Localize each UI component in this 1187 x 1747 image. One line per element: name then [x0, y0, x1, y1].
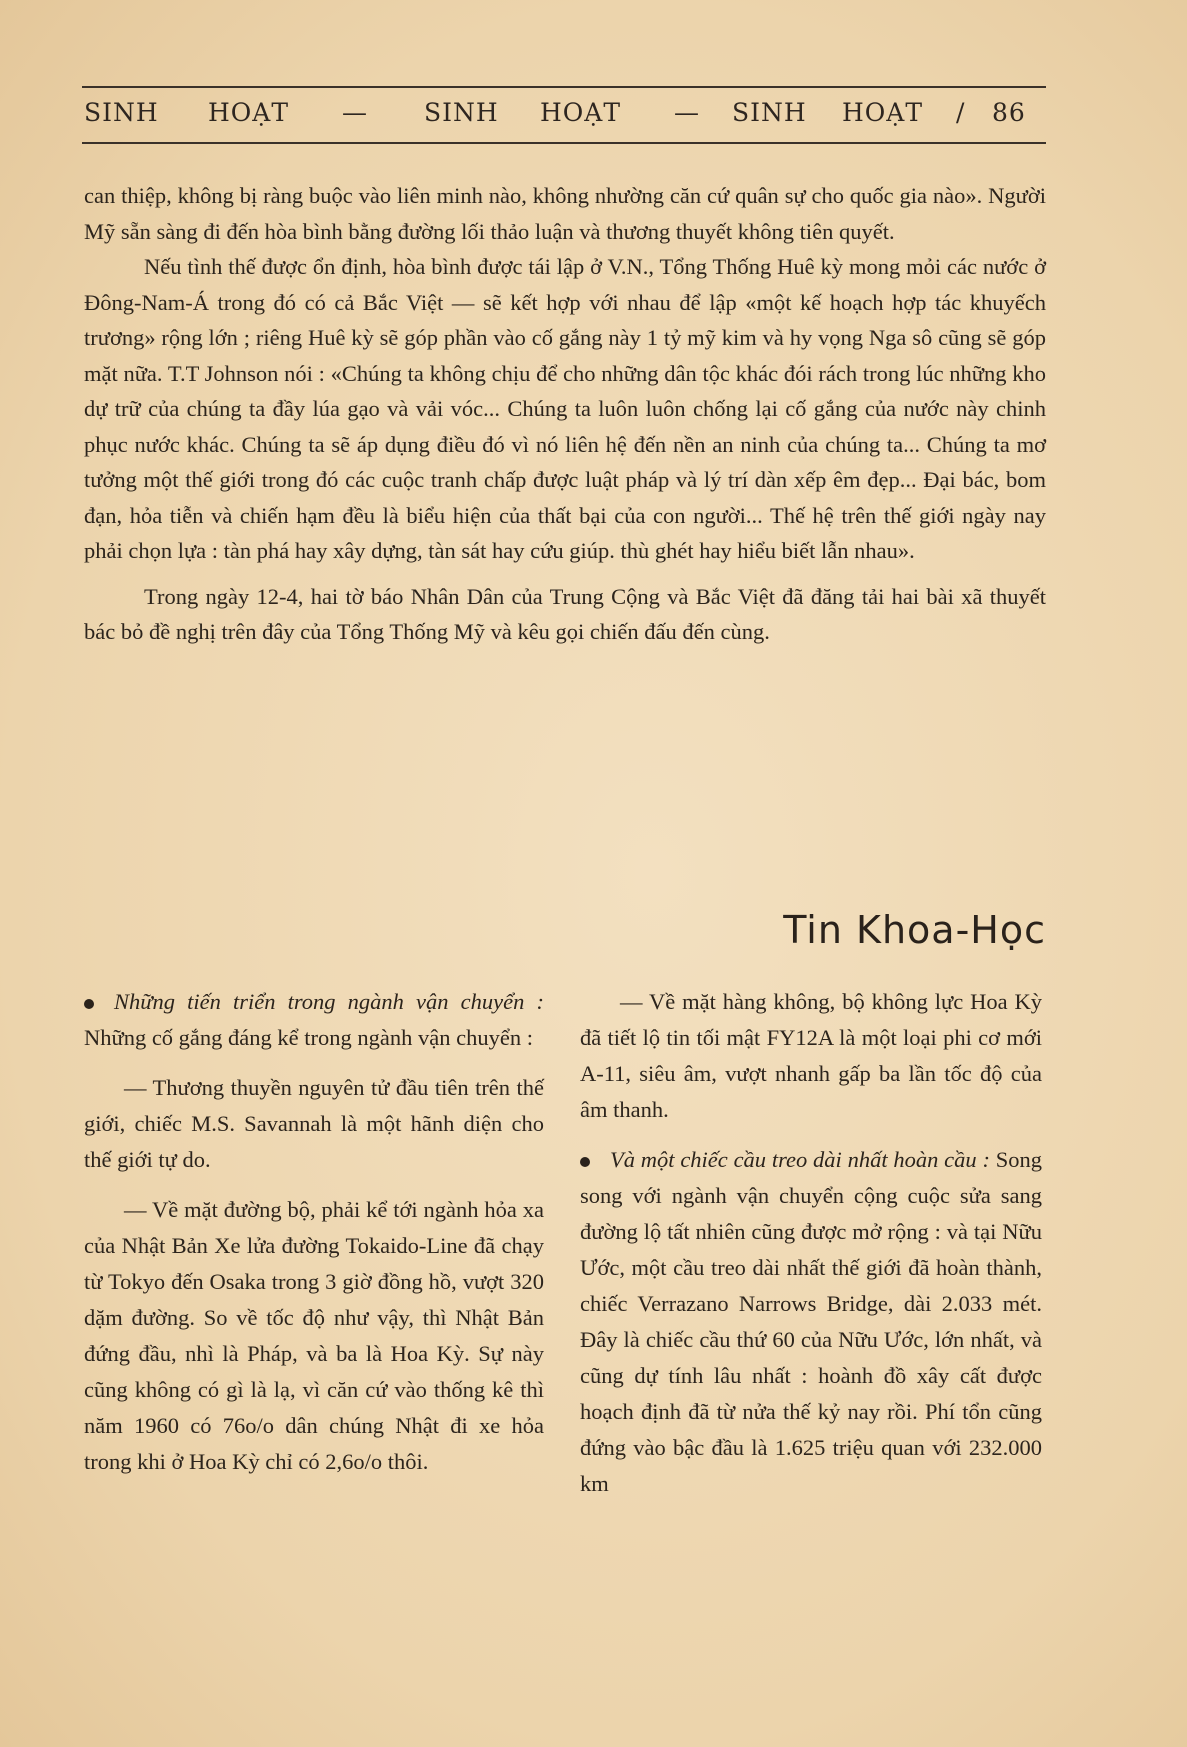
bullet-icon — [84, 999, 94, 1009]
header-word: SINH — [732, 98, 807, 127]
bullet-heading: Và một chiếc cầu treo dài nhất hoàn cầu : — [610, 1147, 990, 1172]
section-title: Tin Khoa-Học — [783, 908, 1046, 952]
paragraph: — Về mặt hàng không, bộ không lực Hoa Kỳ đã tiết lộ tin tối mật FY12A là một loại phi cơ mới A-11, siêu âm, vượt nhanh gấp ba lần tốc độ của âm thanh. — [580, 989, 1042, 1122]
paragraph: — Thương thuyền nguyên tử đầu tiên trên thế giới, chiếc M.S. Savannah là một hãnh diện cho thế giới tự do. — [84, 1075, 544, 1172]
bullet-text: Những cố gắng đáng kể trong ngành vận chuyển : — [84, 1025, 533, 1050]
bullet-icon — [580, 1157, 590, 1167]
bullet-heading: Những tiến triển trong ngành vận chuyển : — [114, 989, 544, 1014]
header-bottom-rule — [82, 142, 1046, 144]
header-word: HOẠT — [540, 98, 622, 127]
header-separator: — — [674, 98, 700, 127]
header-separator: — — [342, 98, 368, 127]
header-word: HOẠT — [842, 98, 924, 127]
header-slash: / — [956, 98, 966, 127]
bullet-paragraph — [580, 1142, 1042, 1502]
paragraph: Nếu tình thế được ổn định, hòa bình được tái lập ở V.N., Tổng Thống Huê kỳ mong mỏi các nước ở Đông-Nam-Á trong đó có cả Bắc Việt — sẽ kết hợp với nhau để lập «một kế hoạch hợp tác khuyếch trương» rộng lớn ; riêng Huê kỳ sẽ góp phần vào cố gắng này 1 tỷ mỹ kim và hy vọng Nga sô cũng sẽ góp mặt nữa. T.T Johnson nói : «Chúng ta không chịu để cho những dân tộc khác đói rách trong lúc những kho dự trữ của chúng ta đầy lúa gạo và vải vóc... Chúng ta luôn luôn chống lại cố gắng của nước này chinh phục nước khác. Chúng ta sẽ áp dụng điều đó vì nó liên hệ đến nền an ninh của chúng ta... Chúng ta mơ tưởng một thế giới trong đó các cuộc tranh chấp được luật pháp và lý trí dàn xếp êm đẹp... Đại bác, bom đạn, hỏa tiễn và chiến hạm đều là biểu hiện của thất bại của con người... Thế hệ trên thế giới ngày nay phải chọn lựa : tàn phá hay xây dựng, tàn sát hay cứu giúp. thù ghét hay hiểu biết lẫn nhau». — [84, 254, 1046, 563]
page-number: 86 — [992, 98, 1026, 127]
header-word: SINH — [84, 98, 159, 127]
bullet-paragraph — [84, 984, 544, 1056]
top-article — [84, 178, 1046, 650]
paragraph: Trong ngày 12-4, hai tờ báo Nhân Dân của Trung Cộng và Bắc Việt đã đăng tải hai bài xã thuyết bác bỏ đề nghị trên đây của Tổng Thống Mỹ và kêu gọi chiến đấu đến cùng. — [84, 583, 1046, 644]
bullet-text: Song song với ngành vận chuyển cộng cuộc sửa sang đường lộ tất nhiên cũng được mở rộng : và tại Nữu Ước, một cầu treo dài nhất thế giới đã hoàn thành, chiếc Verrazano Narrows Bridge, dài 2.033 mét. Đây là chiếc cầu thứ 60 của Nữu Ước, lớn nhất, và cũng dự tính lâu nhất : hoành đồ xây cất được hoạch định đã từ nửa thế kỷ nay rồi. Phí tổn cũng đứng vào bậc đầu là 1.625 triệu quan với 232.000 km — [580, 1147, 1042, 1496]
page-header — [82, 80, 1046, 150]
left-column — [84, 984, 544, 1494]
header-top-rule — [82, 86, 1046, 88]
right-column — [580, 984, 1042, 1516]
header-word: HOẠT — [208, 98, 290, 127]
paragraph: can thiệp, không bị ràng buộc vào liên minh nào, không nhường căn cứ quân sự cho quốc gia nào». Người Mỹ sẵn sàng đi đến hòa bình bằng đường lối thảo luận và thương thuyết không tiên quyết. — [84, 183, 1046, 244]
paragraph: — Về mặt đường bộ, phải kể tới ngành hỏa xa của Nhật Bản Xe lửa đường Tokaido-Line đã chạy từ Tokyo đến Osaka trong 3 giờ đồng hồ, vượt 320 dặm đường. So về tốc độ như vậy, thì Nhật Bản đứng đầu, nhì là Pháp, và ba là Hoa Kỳ. Sự này cũng không có gì là lạ, vì căn cứ vào thống kê thì năm 1960 có 76o/o dân chúng Nhật đi xe hỏa trong khi ở Hoa Kỳ chỉ có 2,6o/o thôi. — [84, 1197, 544, 1474]
header-word: SINH — [424, 98, 499, 127]
